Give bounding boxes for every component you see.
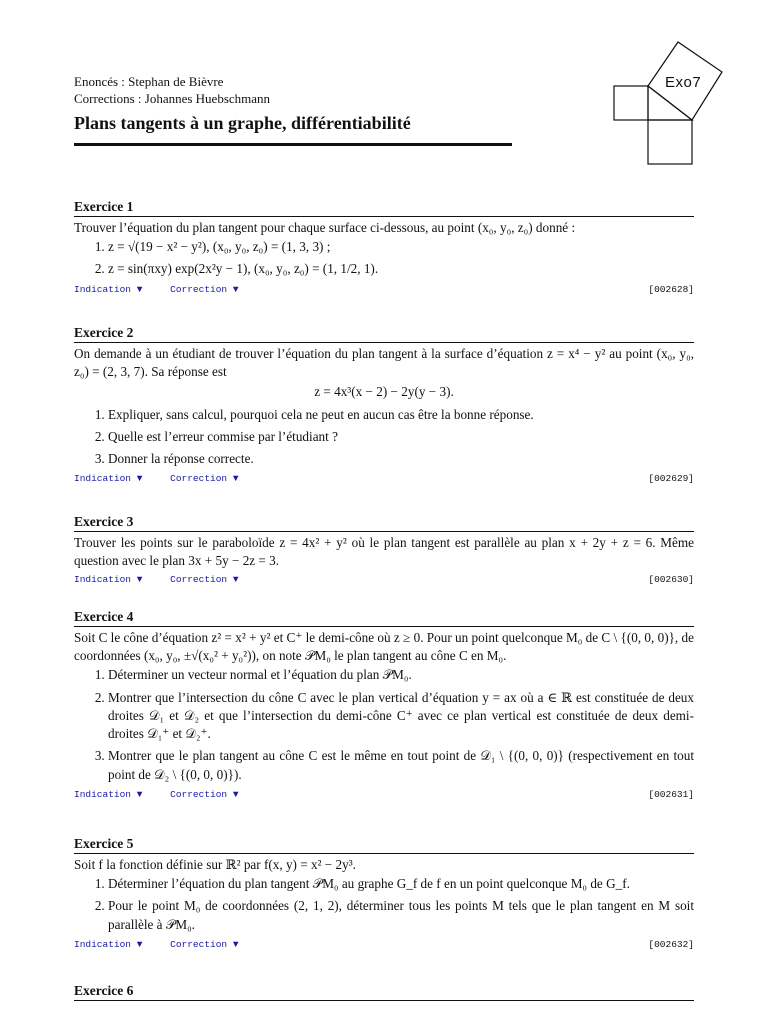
exercise-ref: [002631] xyxy=(648,788,694,800)
exercise-intro: On demande à un étudiant de trouver l’équation du plan tangent à la surface d’équation z = x⁴ − y² au point (x₀, y₀, z₀) = (2, 3, 7). Sa réponse est xyxy=(74,346,694,380)
exercise-footer xyxy=(74,283,694,296)
correction-link[interactable]: Correction ▼ xyxy=(170,283,239,295)
corrections-author: Corrections : Johannes Huebschmann xyxy=(74,91,271,106)
exercise-item: 3. Montrer que le plan tangent au cône C est le même en tout point de 𝒟₁ \ {(0, 0, 0)} (respectivement en tout point de 𝒟₂ \ {(0, 0, 0)}). xyxy=(108,747,694,783)
exercise-3 xyxy=(74,514,694,586)
exercise-item: 2. Quelle est l’erreur commise par l’étudiant ? xyxy=(108,428,694,446)
correction-link[interactable]: Correction ▼ xyxy=(170,473,239,485)
logo-text: Exo7 xyxy=(665,74,702,91)
exercise-5 xyxy=(74,836,694,951)
exercise-item: 1. Déterminer l’équation du plan tangent 𝒫M₀ au graphe G_f de f en un point quelconque M₀ de G_f. xyxy=(108,875,694,893)
exercise-ref: [002629] xyxy=(648,473,694,485)
exercise-intro: Trouver l’équation du plan tangent pour chaque surface ci-dessous, au point (x₀, y₀, z₀) donné : xyxy=(74,220,576,235)
exercise-item: 2. Pour le point M₀ de coordonnées (2, 1, 2), déterminer tous les points M tels que le plan tangent en M soit parallèle à 𝒫M₀. xyxy=(108,897,694,933)
page-title: Plans tangents à un graphe, différentiabilité xyxy=(74,113,411,133)
exercise-ref: [002628] xyxy=(648,283,694,295)
correction-link[interactable]: Correction ▼ xyxy=(170,938,239,950)
indication-link[interactable]: Indication ▼ xyxy=(74,283,143,295)
indication-link[interactable]: Indication ▼ xyxy=(74,938,143,950)
correction-link[interactable]: Correction ▼ xyxy=(170,574,239,586)
statements-author: Enoncés : Stephan de Bièvre xyxy=(74,74,224,89)
exercise-item: 3. Donner la réponse correcte. xyxy=(108,450,694,468)
indication-link[interactable]: Indication ▼ xyxy=(74,473,143,485)
exercise-2 xyxy=(74,325,694,485)
exercise-ref: [002630] xyxy=(648,574,694,586)
exercise-title: Exercice 4 xyxy=(74,609,694,627)
exercise-intro: Trouver les points sur le paraboloïde z = 4x² + y² où le plan tangent est parallèle au plan x + 2y + z = 6. Même question avec le plan 3x + 5y − 2z = 3. xyxy=(74,535,694,569)
title-rule xyxy=(74,143,512,146)
exercise-title: Exercice 6 xyxy=(74,983,694,1001)
exercise-6 xyxy=(74,983,694,1001)
exercise-title: Exercice 3 xyxy=(74,514,694,532)
exercise-footer xyxy=(74,573,694,586)
exercise-footer xyxy=(74,788,694,801)
exercise-formula: z = 4x³(x − 2) − 2y(y − 3). xyxy=(314,384,454,400)
exercise-item: 1. z = √(19 − x² − y²), (x₀, y₀, z₀) = (1, 3, 3) ; xyxy=(108,238,694,256)
correction-link[interactable]: Correction ▼ xyxy=(170,788,239,800)
exercise-ref: [002632] xyxy=(648,938,694,950)
exercise-item: 1. Déterminer un vecteur normal et l’équation du plan 𝒫M₀. xyxy=(108,666,694,684)
indication-link[interactable]: Indication ▼ xyxy=(74,574,143,586)
exercise-item: 2. z = sin(πxy) exp(2x²y − 1), (x₀, y₀, z₀) = (1, 1/2, 1). xyxy=(108,260,694,278)
exercise-footer xyxy=(74,472,694,485)
exercise-4 xyxy=(74,609,694,801)
exo7-logo-icon xyxy=(608,38,730,170)
indication-link[interactable]: Indication ▼ xyxy=(74,788,143,800)
exercise-title: Exercice 5 xyxy=(74,836,694,854)
exercise-1 xyxy=(74,199,694,296)
document-header xyxy=(74,73,594,134)
exercise-intro: Soit f la fonction définie sur ℝ² par f(x, y) = x² − 2y³. xyxy=(74,857,356,872)
exercise-item: 2. Montrer que l’intersection du cône C avec le plan vertical d’équation y = ax où a ∈ ℝ est constituée de deux droites 𝒟₁ et 𝒟₂ et que l’intersection du demi-cône C⁺ avec ce plan vertical est constituée de deux demi-droites 𝒟₁⁺ et 𝒟₂⁺. xyxy=(108,689,694,744)
exercise-item: 1. Expliquer, sans calcul, pourquoi cela ne peut en aucun cas être la bonne réponse. xyxy=(108,406,694,424)
exercise-title: Exercice 1 xyxy=(74,199,694,217)
exercise-intro: Soit C le cône d’équation z² = x² + y² et C⁺ le demi-cône où z ≥ 0. Pour un point quelconque M₀ de C \ {(0, 0, 0)}, de coordonnées (x₀, y₀, ±√(x₀² + y₀²)), on note 𝒫M₀ le plan tangent au cône C en M₀. xyxy=(74,630,694,664)
exercise-footer xyxy=(74,938,694,951)
exercise-title: Exercice 2 xyxy=(74,325,694,343)
